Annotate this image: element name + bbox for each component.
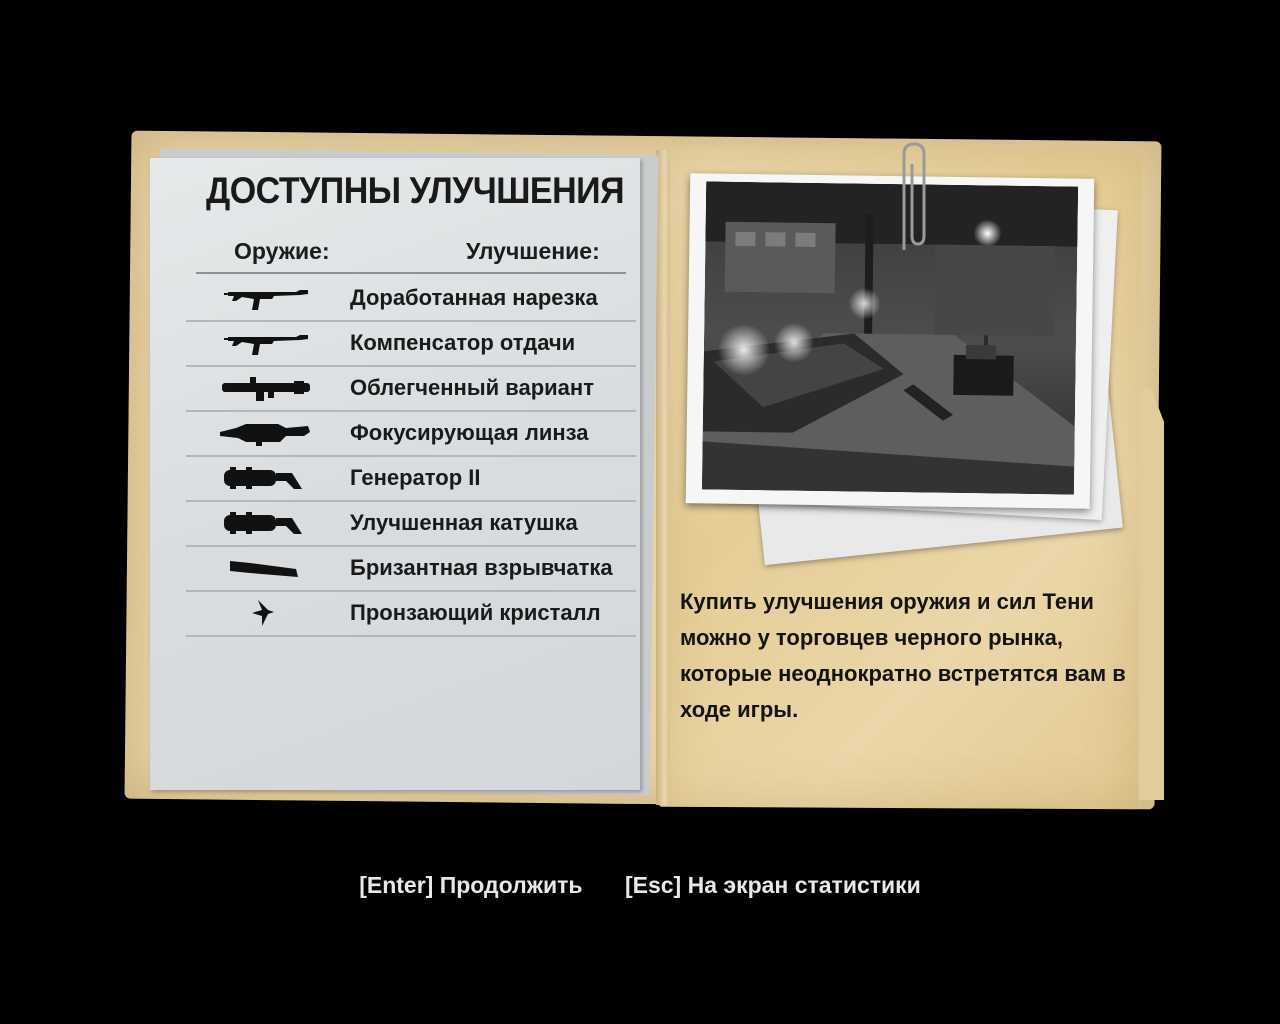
upgrade-row xyxy=(186,592,636,637)
shadow-crystal-icon xyxy=(216,598,312,628)
smg-icon xyxy=(216,283,312,313)
beam-gun-icon xyxy=(216,418,312,448)
paperclip-icon xyxy=(894,140,934,260)
upgrade-row xyxy=(186,502,636,547)
upgrade-column-header: Улучшение: xyxy=(466,238,600,264)
upgrade-label: Бризантная взрывчатка xyxy=(350,555,613,580)
header-divider xyxy=(196,272,626,274)
statistics-button[interactable]: [Esc] На экран статистики xyxy=(624,872,921,898)
upgrade-row xyxy=(186,367,636,412)
gatling-gun-icon xyxy=(216,463,312,493)
explosive-charge-icon xyxy=(216,553,312,583)
upgrade-label: Улучшенная катушка xyxy=(350,510,578,535)
upgrade-label: Доработанная нарезка xyxy=(350,285,598,310)
upgrade-info-text: Купить улучшения оружия и сил Тени можно у торговцев черного рынка, которые неоднократно встретятся вам в ходе игры. xyxy=(680,589,1126,722)
upgrade-row xyxy=(186,412,636,457)
rocket-launcher-icon xyxy=(216,373,312,403)
upgrade-label: Пронзающий кристалл xyxy=(350,600,601,625)
upgrade-label: Компенсатор отдачи xyxy=(350,330,576,355)
smg-icon xyxy=(216,328,312,358)
upgrade-label: Генератор II xyxy=(350,465,481,490)
upgrade-label: Облегченный вариант xyxy=(350,375,594,400)
upgrade-row xyxy=(186,322,636,367)
level-screenshot xyxy=(702,181,1078,494)
folder-crease xyxy=(656,150,670,805)
footer-controls xyxy=(0,872,1280,899)
upgrade-row xyxy=(186,547,636,592)
upgrades-title: ДОСТУПНЫ УЛУЧШЕНИЯ xyxy=(206,170,625,212)
weapon-column-header: Оружие: xyxy=(234,238,330,264)
upgrades-list xyxy=(186,277,636,637)
gatling-gun-icon xyxy=(216,508,312,538)
upgrade-row xyxy=(186,277,636,322)
upgrade-row xyxy=(186,457,636,502)
continue-button[interactable]: [Enter] Продолжить xyxy=(359,872,583,898)
level-photo xyxy=(686,173,1095,509)
upgrade-label: Фокусирующая линза xyxy=(350,420,589,445)
